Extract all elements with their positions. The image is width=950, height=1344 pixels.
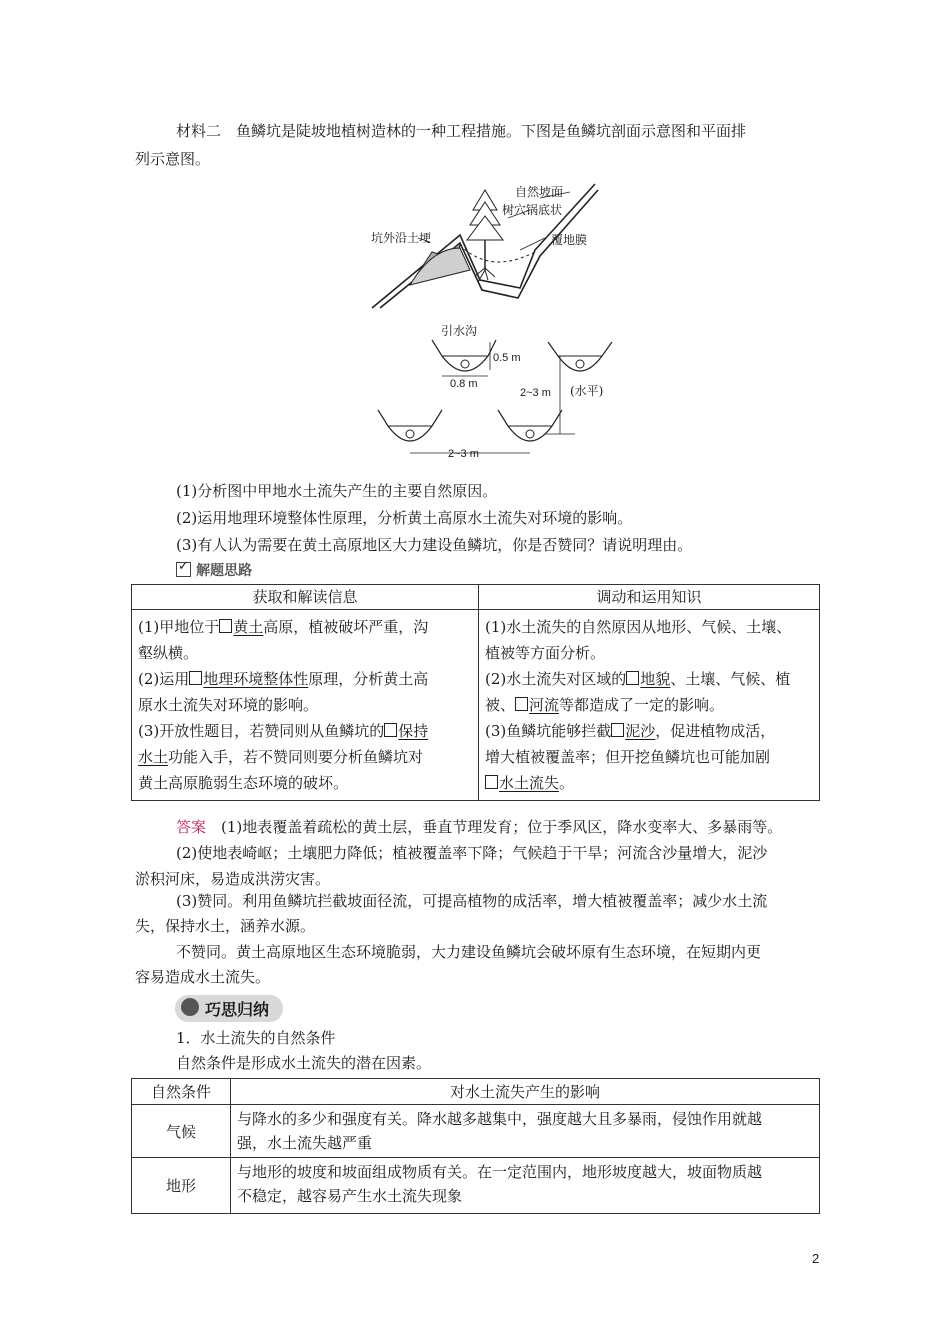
- checkbox-icon: [176, 562, 191, 577]
- answer-line-3: 淤积河床，易造成洪涝灾害。: [135, 870, 331, 888]
- label-ridge: 坑外沿土埂: [371, 231, 432, 245]
- question-1: (1)分析图中甲地水土流失产生的主要自然原因。: [176, 482, 498, 500]
- question-2: (2)运用地理环境整体性原理，分析黄土高原水土流失对环境的影响。: [176, 509, 633, 527]
- summary-header-condition: 自然条件: [132, 1079, 231, 1105]
- label-level: (水平): [570, 384, 604, 398]
- answer-label: 答案: [176, 818, 207, 836]
- answer-line-2: (2)使地表崎岖；土壤肥力降低；植被覆盖率下降；气候趋于干旱；河流含沙量增大，泥沙: [176, 844, 768, 862]
- solution-heading: ✓ 解题思路: [176, 560, 252, 580]
- answer-line-1: 答案 (1)地表覆盖着疏松的黄土层，垂直节理发育；位于季风区，降水变率大、多暴雨等。: [176, 818, 783, 836]
- label-depth: 0.5 m: [493, 352, 521, 364]
- material-line-2: 列示意图。: [135, 150, 211, 168]
- answer-line-7: 容易造成水土流失。: [135, 968, 271, 986]
- label-width: 0.8 m: [450, 378, 478, 390]
- label-vertical-spacing: 2~3 m: [520, 387, 551, 399]
- info-right-cell: (1)水土流失的自然原因从地形、气候、土壤、 植被等方面分析。 (2)水土流失对区域的 地貌、土壤、气候、植 被、 河流等都造成了一定的影响。 (3)鱼鳞坑能够拦截 泥沙，促进植物成活， 增大植被覆盖率；但开挖鱼鳞坑也可能加剧 水土流失。: [479, 610, 820, 801]
- summary-table: [131, 1078, 820, 1214]
- summary-row-terrain-name: 地形: [132, 1158, 231, 1214]
- summary-row-climate-effect: 与降水的多少和强度有关。降水越多越集中，强度越大且多暴雨，侵蚀作用就越 强，水土流失越严重: [231, 1105, 820, 1158]
- summary-row-terrain-effect: 与地形的坡度和坡面组成物质有关。在一定范围内，地形坡度越大，坡面物质越 不稳定，越容易产生水土流失现象: [231, 1158, 820, 1214]
- question-3: (3)有人认为需要在黄土高原地区大力建设鱼鳞坑，你是否赞同？请说明理由。: [176, 536, 693, 554]
- label-canal: 引水沟: [441, 324, 478, 338]
- info-table: [131, 584, 820, 801]
- page-number: 2: [812, 1251, 820, 1266]
- summary-badge: 巧思归纳: [175, 995, 283, 1022]
- info-header-left: 获取和解读信息: [132, 585, 479, 610]
- summary-title: 1．水土流失的自然条件: [176, 1029, 336, 1047]
- summary-intro: 自然条件是形成水土流失的潜在因素。: [176, 1054, 432, 1072]
- summary-header-effect: 对水土流失产生的影响: [231, 1079, 820, 1105]
- answer-line-5: 失，保持水土，涵养水源。: [135, 917, 316, 935]
- pencil-icon: [181, 998, 199, 1016]
- material-line-1: 材料二 鱼鳞坑是陡坡地植树造林的一种工程措施。下图是鱼鳞坑剖面示意图和平面排: [176, 122, 747, 140]
- answer-line-6: 不赞同。黄土高原地区生态环境脆弱，大力建设鱼鳞坑会破坏原有生态环境，在短期内更: [176, 943, 762, 961]
- info-left-cell: (1)甲地位于 黄土高原，植被破坏严重，沟 壑纵横。 (2)运用 地理环境整体性原理，分析黄土高 原水土流失对环境的影响。 (3)开放性题目，若赞同则从鱼鳞坑的 保持 水土功能入手，若不赞同则要分析鱼鳞坑对 黄土高原脆弱生态环境的破坏。: [132, 610, 479, 801]
- label-film: 覆地膜: [551, 233, 588, 247]
- summary-row-climate-name: 气候: [132, 1105, 231, 1158]
- label-natural-slope: 自然坡面: [515, 185, 564, 199]
- answer-line-4: (3)赞同。利用鱼鳞坑拦截坡面径流，可提高植物的成活率，增大植被覆盖率；减少水土流: [176, 892, 768, 910]
- label-pit-shape: 树穴锅底状: [502, 203, 563, 217]
- label-horizontal-spacing: 2~3 m: [448, 448, 479, 460]
- info-header-right: 调动和运用知识: [479, 585, 820, 610]
